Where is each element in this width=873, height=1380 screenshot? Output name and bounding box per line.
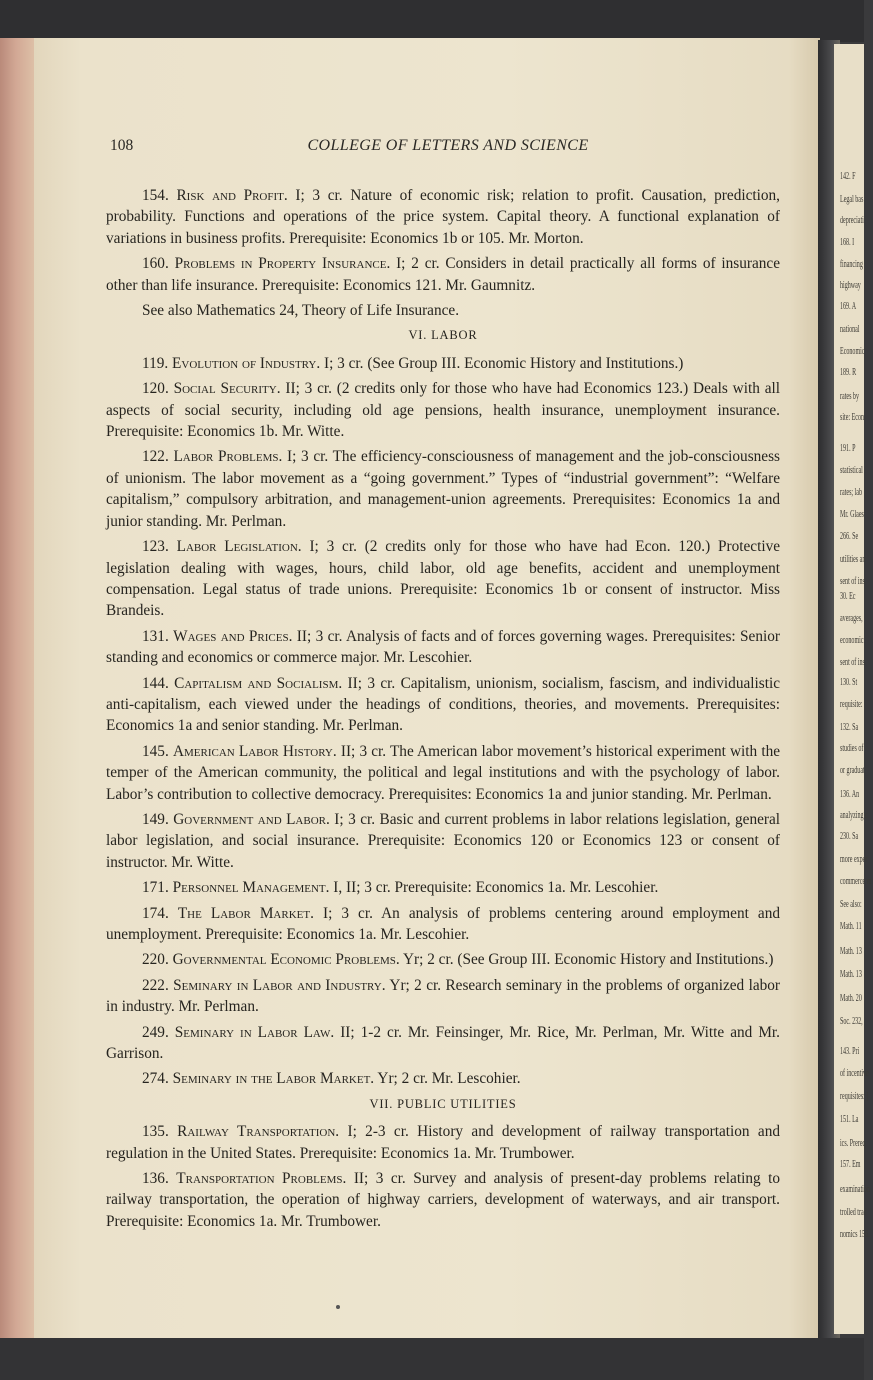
facing-page-text: economic (840, 634, 864, 646)
course-title: Capitalism and Socialism. (174, 674, 343, 692)
facing-page-text: rates by (840, 390, 859, 402)
course-title: Evolution of Industry. (172, 354, 321, 372)
facing-page-text: utilities an (840, 553, 866, 565)
course-entry (106, 877, 780, 898)
scan-background-bottom (0, 1338, 864, 1380)
facing-page-text: statistical (840, 464, 863, 476)
course-description: I; 3 cr. The efficiency-consciousness of management and the job-consciousness of unionism. The labor movement as a “going government.” Types of “industrial government”: “Welfare capitalism,” compulsory arbitration, and management-union agreements. Prerequisites: Economics 1a and junior standing. Mr. Perlman. (106, 448, 780, 530)
course-title: Seminary in the Labor Market. (172, 1070, 375, 1088)
page-body (106, 185, 780, 1236)
course-number: 120. (142, 380, 169, 398)
course-entry (106, 1022, 780, 1065)
facing-page-text: Soc. 232, (840, 1015, 863, 1027)
facing-page-text: See also: (840, 898, 862, 910)
facing-page-text: requisite: (840, 698, 863, 710)
course-entry (106, 1068, 780, 1089)
facing-page-text: analyzing c (840, 809, 868, 821)
course-entry (106, 903, 780, 946)
facing-page-text: 132. Sa (840, 721, 859, 733)
course-description: I; 3 cr. (2 credits only for those who have had Econ. 120.) Protective legislation dealing with wages, hours, child labor, old age benefits, accident and unemployment compensation. Legal status of trade unions. Prerequisite: Economics 1b or consent of instructor. Miss Brandeis. (106, 538, 781, 620)
course-entry (106, 975, 780, 1018)
course-entry (106, 185, 780, 249)
facing-page-text: requisites: ] (840, 1090, 869, 1102)
facing-page-fragment (834, 44, 872, 1334)
facing-page-text: or graduat (840, 764, 865, 776)
facing-page-text: depreciati (840, 214, 864, 226)
course-entry (106, 353, 780, 374)
facing-page-text: 169. A (840, 300, 857, 312)
course-number: 220. (142, 951, 169, 969)
facing-page-text: averages, (840, 612, 863, 624)
course-entry (106, 378, 780, 442)
course-title: Labor Problems. (173, 448, 283, 466)
facing-page-text: Legal bas (840, 193, 864, 205)
course-title: The Labor Market. (177, 904, 314, 922)
facing-page-text: 157. Em (840, 1158, 861, 1170)
facing-page-text: sent of ins (840, 575, 865, 587)
facing-page-text: Math. 11 (840, 920, 862, 932)
facing-page-text: 189. R (840, 366, 857, 378)
page-mark (336, 1305, 340, 1309)
course-number: 171. (142, 879, 169, 897)
course-description: I; 3 cr. (See Group III. Economic History and Institutions.) (324, 354, 684, 372)
course-entry (106, 1121, 780, 1164)
course-title: American Labor History. (172, 742, 337, 760)
course-description: II; 3 cr. (2 credits only for those who have had Economics 123.) Deals with all aspects of social security, including old age pensions, health insurance, unemployment insurance. Prerequisite: Economics 1b. Mr. Witte. (106, 380, 780, 441)
course-description: Yr; 2 cr. (See Group III. Economic History and Institutions.) (402, 951, 774, 969)
running-head: COLLEGE OF LETTERS AND SCIENCE (307, 137, 589, 154)
course-description: I; 3 cr. Basic and current problems in labor relations legislation, general labor legislation, and social insurance. Prerequisite: Economics 120 or Economics 123 or consent of instructor. Mr. Witte. (106, 810, 781, 871)
course-entry (106, 949, 780, 970)
section-heading-public-utilities: VII. PUBLIC UTILITIES (369, 1096, 517, 1111)
course-description: Yr; 2 cr. Mr. Lescohier. (377, 1070, 521, 1088)
facing-page-text: 142. F (840, 170, 856, 182)
course-list-public-utilities (106, 1121, 780, 1232)
course-number: 160. (142, 255, 169, 273)
facing-page-text: 136. An (840, 788, 860, 800)
facing-page-text: financing (840, 258, 863, 270)
course-description: II; 3 cr. The American labor movement’s historical experiment with the temper of the American community, the political and legal institutions and with the psychology of labor. Labor’s contribution to collective democracy. Prerequisites: Economics 1a and junior standing. Mr. Perlman. (106, 742, 781, 803)
course-description: II; 3 cr. Capitalism, unionism, socialism, fascism, and individualistic anti-capitalism, each viewed under the headings of conditions, theories, and movements. Prerequisites: Economics 1a and senior standing. Mr. Perlman. (106, 674, 780, 735)
course-number: 222. (142, 976, 169, 994)
facing-page-text: rates; lab (840, 486, 863, 498)
see-also-note: See also Mathematics 24, Theory of Life Insurance. (142, 302, 460, 320)
course-description: II; 3 cr. Analysis of facts and of forces governing wages. Prerequisites: Senior standing and economics or commerce major. Mr. Lescohier. (106, 627, 780, 667)
course-title: Government and Labor. (173, 810, 330, 828)
facing-page-text: highway (840, 279, 861, 291)
course-title: Railway Transportation. (177, 1123, 340, 1141)
course-title: Wages and Prices. (173, 627, 293, 645)
course-number: 174. (142, 904, 169, 922)
course-number: 123. (142, 538, 169, 556)
facing-page-text: 266. Se (840, 530, 859, 542)
course-description: I; 3 cr. An analysis of problems centering around employment and unemployment. Prerequisite: Economics 1a. Mr. Lescohier. (106, 904, 780, 943)
course-description: I; 2-3 cr. History and development of railway transportation and regulation in the United States. Prerequisite: Economics 1a. Mr. Trumbower. (106, 1123, 781, 1162)
facing-page-text: Economic (840, 345, 865, 357)
facing-page-text: studies of (840, 742, 864, 754)
facing-page-text: Math. 13 (840, 945, 862, 957)
facing-page-text: 30. Ec (840, 590, 856, 602)
course-entry (106, 536, 780, 622)
course-title: Risk and Profit. (176, 187, 288, 204)
course-entry (106, 253, 780, 296)
facing-page-text: of incentive (840, 1067, 869, 1079)
course-number: 135. (142, 1123, 169, 1141)
facing-page-text: Mr. Glaes (840, 508, 864, 520)
course-number: 154. (142, 187, 169, 204)
course-list-labor (106, 353, 780, 1090)
course-entry (106, 809, 780, 873)
course-title: Governmental Economic Problems. (172, 951, 400, 969)
course-number: 122. (142, 448, 169, 466)
facing-page-text: ics. Prereq (840, 1137, 866, 1149)
facing-page-text: sent of ins (840, 656, 865, 668)
course-number: 136. (142, 1170, 169, 1188)
course-description: I, II; 3 cr. Prerequisite: Economics 1a. Mr. Lescohier. (333, 879, 659, 897)
facing-page-text: 168. I (840, 236, 855, 248)
course-number: 149. (142, 810, 169, 828)
course-entry (106, 673, 780, 737)
course-number: 249. (142, 1023, 169, 1041)
facing-page-text: 151. La (840, 1113, 859, 1125)
course-title: Personnel Management. (172, 879, 330, 897)
course-entry (106, 446, 780, 532)
section-heading-labor: VI. LABOR (408, 328, 478, 343)
course-description: II; 1-2 cr. Mr. Feinsinger, Mr. Rice, Mr. Perlman, Mr. Witte and Mr. Garrison. (106, 1023, 780, 1063)
facing-page-text: examination (840, 1183, 870, 1195)
course-description: I; 3 cr. Nature of economic risk; relation to profit. Causation, prediction, probability. Functions and operations of the price system. Capital theory. A functional explanation of variations in business profits. Prerequisite: Economics 1b or 105. Mr. Morton. (106, 187, 780, 247)
course-entry (106, 1168, 780, 1232)
course-title: Social Security. (173, 380, 281, 398)
course-description: I; 2 cr. Considers in detail practically all forms of insurance other than life insurance. Prerequisite: Economics 121. Mr. Gaumnitz. (106, 255, 780, 294)
course-description: Yr; 2 cr. Research seminary in the problems of organized labor in industry. Mr. Perlman. (106, 976, 780, 1016)
course-list-risk-insurance (106, 185, 780, 296)
page-number: 108 (110, 137, 134, 154)
course-description: II; 3 cr. Survey and analysis of present-day problems relating to railway transportation, the operation of highway carriers, development of waterways, and air transport. Prerequisite: Economics 1a. Mr. Trumbower. (106, 1170, 781, 1230)
scan-background-top (0, 0, 864, 42)
course-number: 131. (142, 627, 169, 645)
facing-page-text: Math. 13 (840, 968, 862, 980)
course-title: Seminary in Labor Law. (174, 1023, 335, 1041)
course-title: Transportation Problems. (176, 1170, 347, 1188)
course-title: Problems in Property Insurance. (174, 255, 391, 273)
facing-page-text: 191. P (840, 442, 856, 454)
course-number: 119. (142, 354, 169, 372)
course-entry (106, 741, 780, 805)
facing-page-text: more exper (840, 853, 868, 865)
page-header (110, 137, 786, 159)
facing-page-text: site: Econ (840, 411, 865, 423)
facing-page-text: trolled trad (840, 1206, 867, 1218)
course-number: 274. (142, 1070, 169, 1088)
facing-page-text: 230. Sa (840, 830, 859, 842)
course-entry (106, 626, 780, 669)
facing-page-text: Math. 20 (840, 992, 862, 1004)
facing-page-text: nomics 156. (840, 1228, 870, 1240)
course-title: Seminary in Labor and Industry. (173, 976, 386, 994)
course-number: 145. (142, 742, 169, 760)
facing-page-text: commerce m (840, 875, 872, 887)
facing-page-text: 130. St (840, 676, 858, 688)
course-title: Labor Legislation. (176, 538, 302, 556)
course-number: 144. (142, 674, 169, 692)
facing-page-text: national (840, 323, 860, 335)
facing-page-text: 143. Pri (840, 1045, 860, 1057)
